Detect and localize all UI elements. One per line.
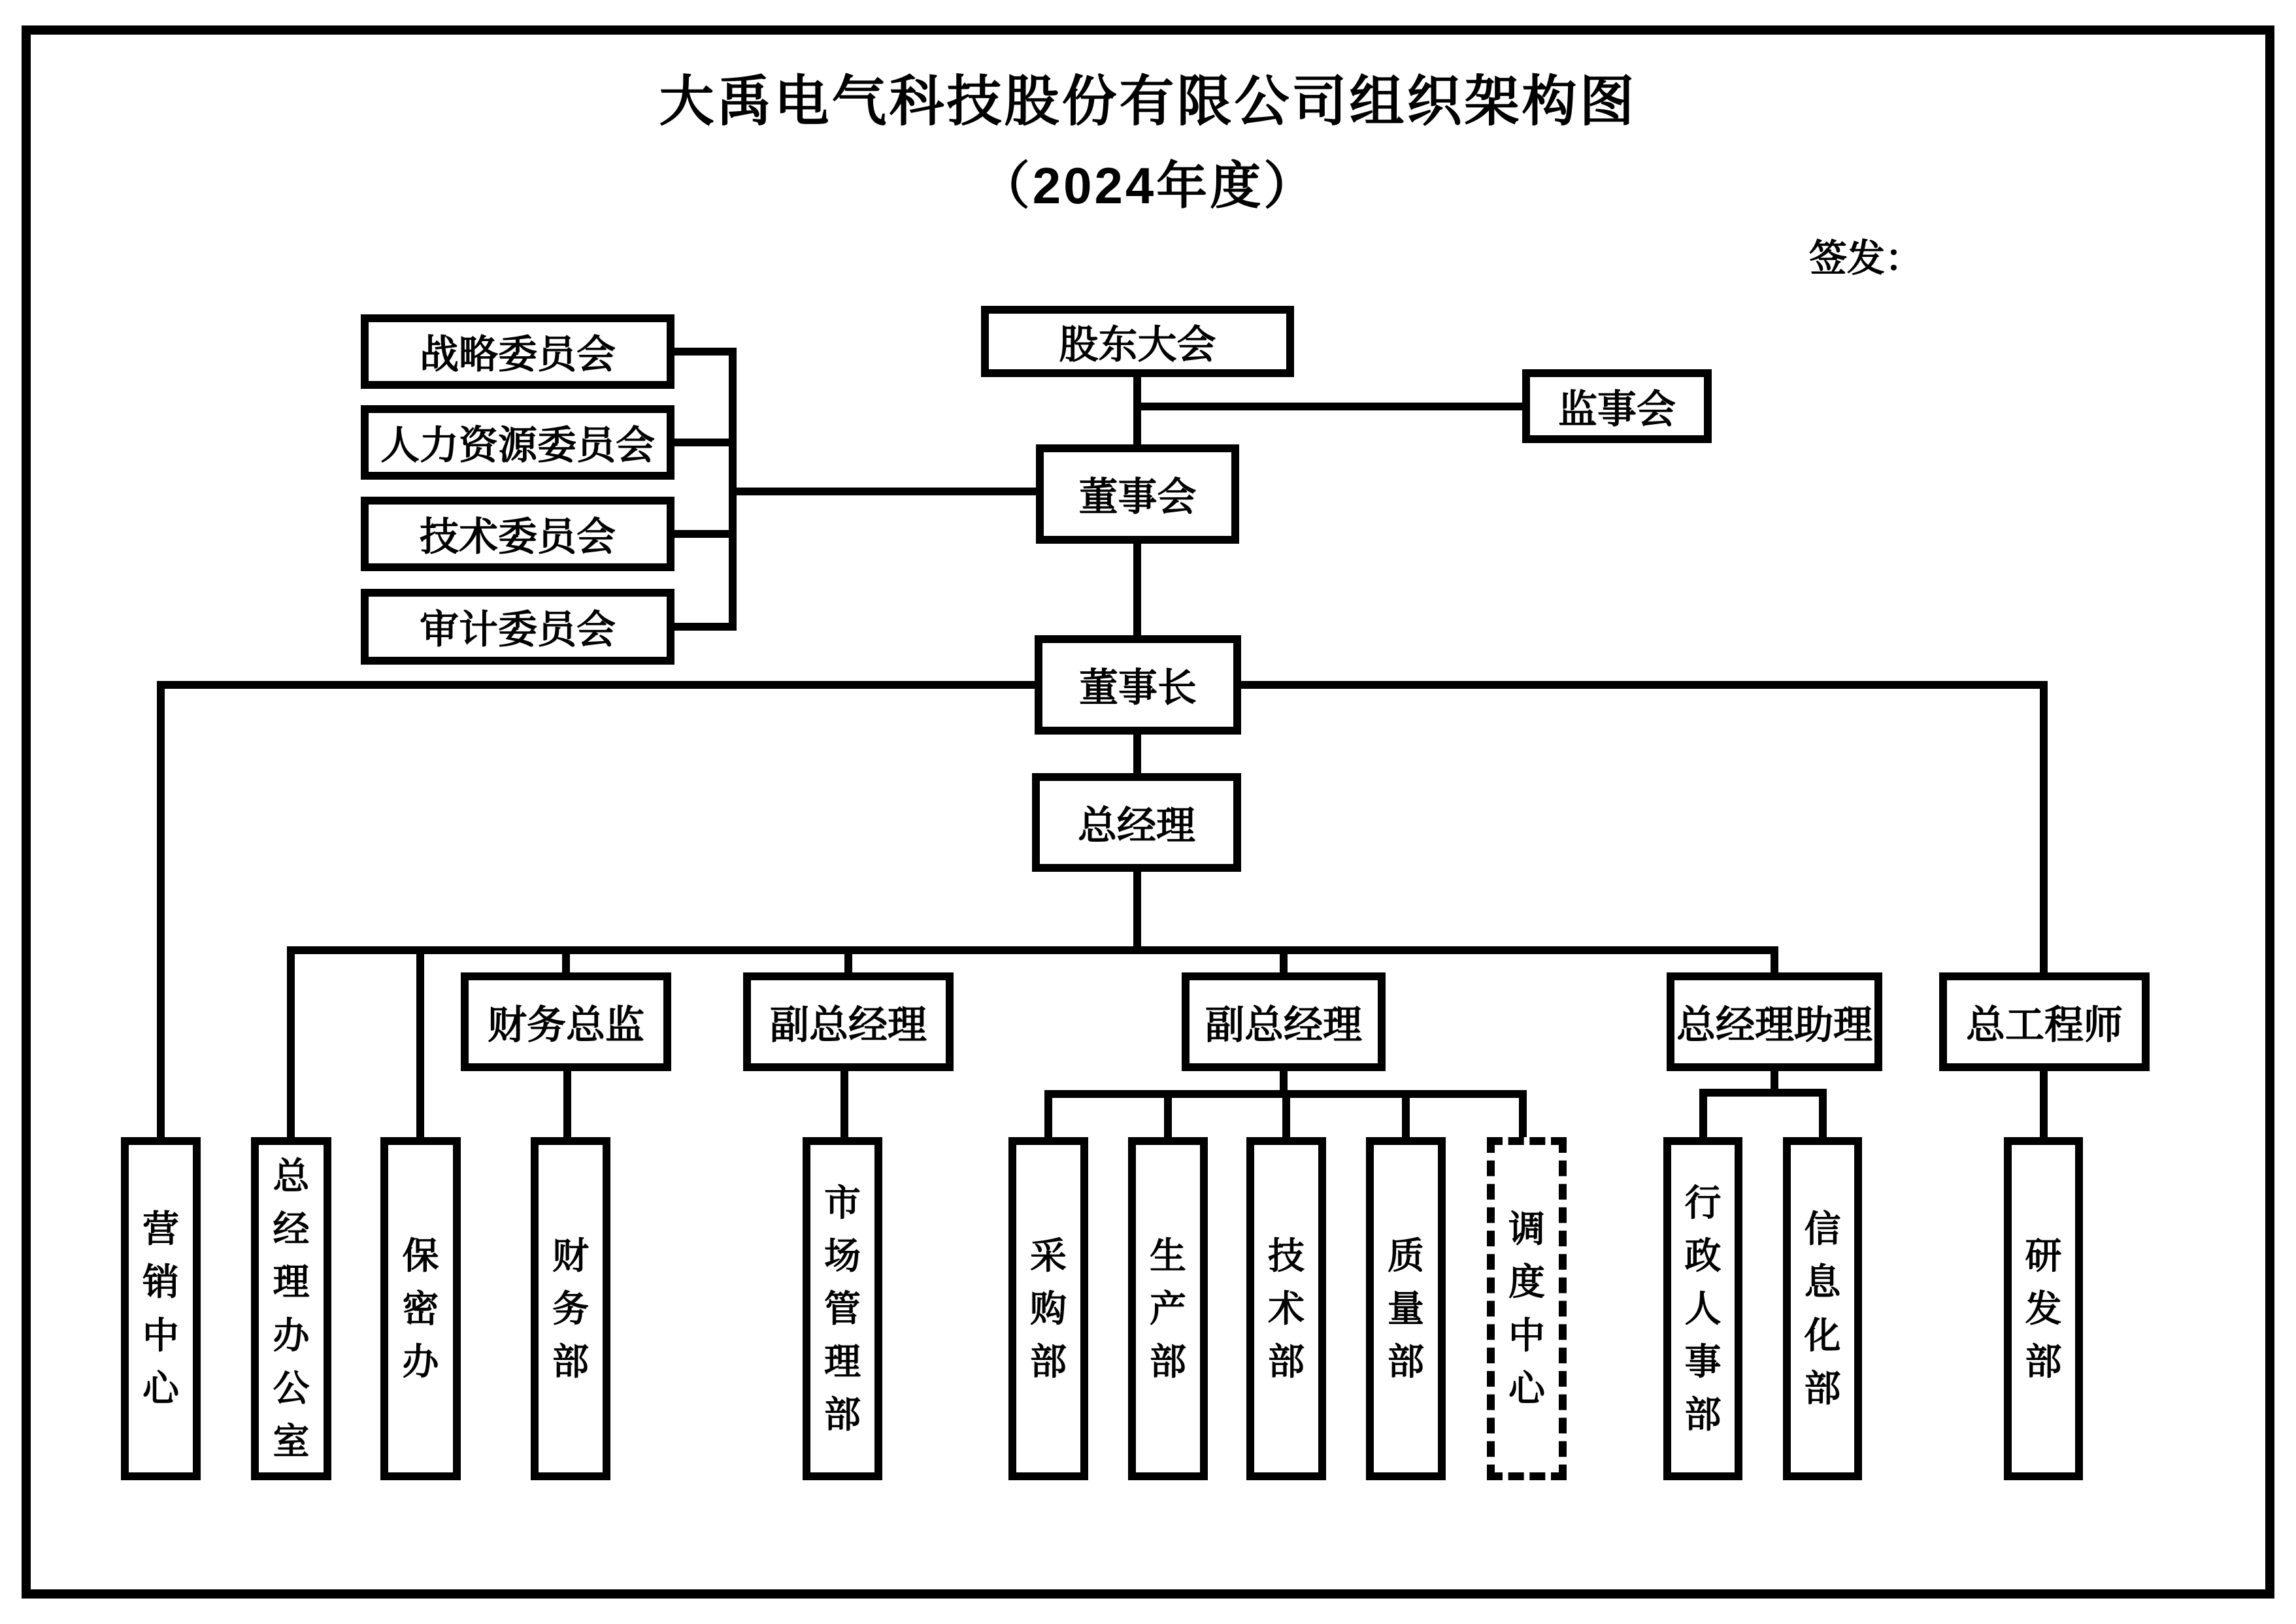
node-marketing-center [121, 1137, 201, 1480]
node-label: 质量部 [1388, 1235, 1424, 1383]
node-rd-dept [2004, 1137, 2083, 1480]
node-hr-committee: 人力资源委员会 [361, 405, 674, 480]
issued-by-label: 签发： [1809, 237, 1923, 280]
node-cfo: 财务总监 [461, 972, 671, 1071]
node-strategy-committee: 战略委员会 [361, 314, 674, 389]
node-gm-office [251, 1137, 331, 1480]
node-label: 财务部 [552, 1235, 589, 1383]
node-tech-committee: 技术委员会 [361, 497, 674, 571]
node-audit-committee: 审计委员会 [361, 589, 674, 665]
node-label: 营销中心 [142, 1208, 179, 1409]
node-label: 研发部 [2025, 1235, 2062, 1383]
page-title: 大禹电气科技股份有限公司组织架构图 [659, 71, 1637, 132]
node-label: 保密办 [402, 1235, 439, 1383]
node-admin-hr-dept [1663, 1137, 1742, 1480]
node-chairman: 董事长 [1035, 635, 1241, 735]
node-supervisory-board: 监事会 [1522, 369, 1712, 443]
node-deputy-gm-2: 副总经理 [1182, 972, 1386, 1071]
node-security-office [380, 1137, 461, 1480]
node-label: 生产部 [1150, 1235, 1186, 1383]
node-info-dept [1783, 1137, 1862, 1480]
node-production-dept [1128, 1137, 1208, 1480]
node-deputy-gm-1: 副总经理 [743, 972, 954, 1071]
node-chief-engineer: 总工程师 [1939, 972, 2150, 1071]
node-label: 信息化部 [1804, 1208, 1841, 1409]
node-purchasing-dept [1008, 1137, 1088, 1480]
node-finance-dept [531, 1137, 610, 1480]
node-label: 调度中心 [1508, 1208, 1545, 1409]
node-label: 技术部 [1268, 1235, 1305, 1383]
node-board-of-directors: 董事会 [1036, 444, 1239, 544]
node-label: 总经理办公室 [273, 1155, 310, 1462]
node-shareholders-meeting: 股东大会 [981, 306, 1294, 377]
node-label: 行政人事部 [1684, 1182, 1722, 1436]
node-general-manager: 总经理 [1032, 773, 1241, 872]
node-market-mgmt-dept [803, 1137, 882, 1480]
node-label: 市场管理部 [824, 1182, 861, 1436]
node-quality-dept [1366, 1137, 1446, 1480]
node-dispatch-center [1487, 1137, 1567, 1480]
node-gm-assistant: 总经理助理 [1667, 972, 1882, 1071]
node-technology-dept [1246, 1137, 1326, 1480]
page-subtitle-year: （2024年度） [978, 157, 1318, 214]
node-label: 采购部 [1030, 1235, 1067, 1383]
